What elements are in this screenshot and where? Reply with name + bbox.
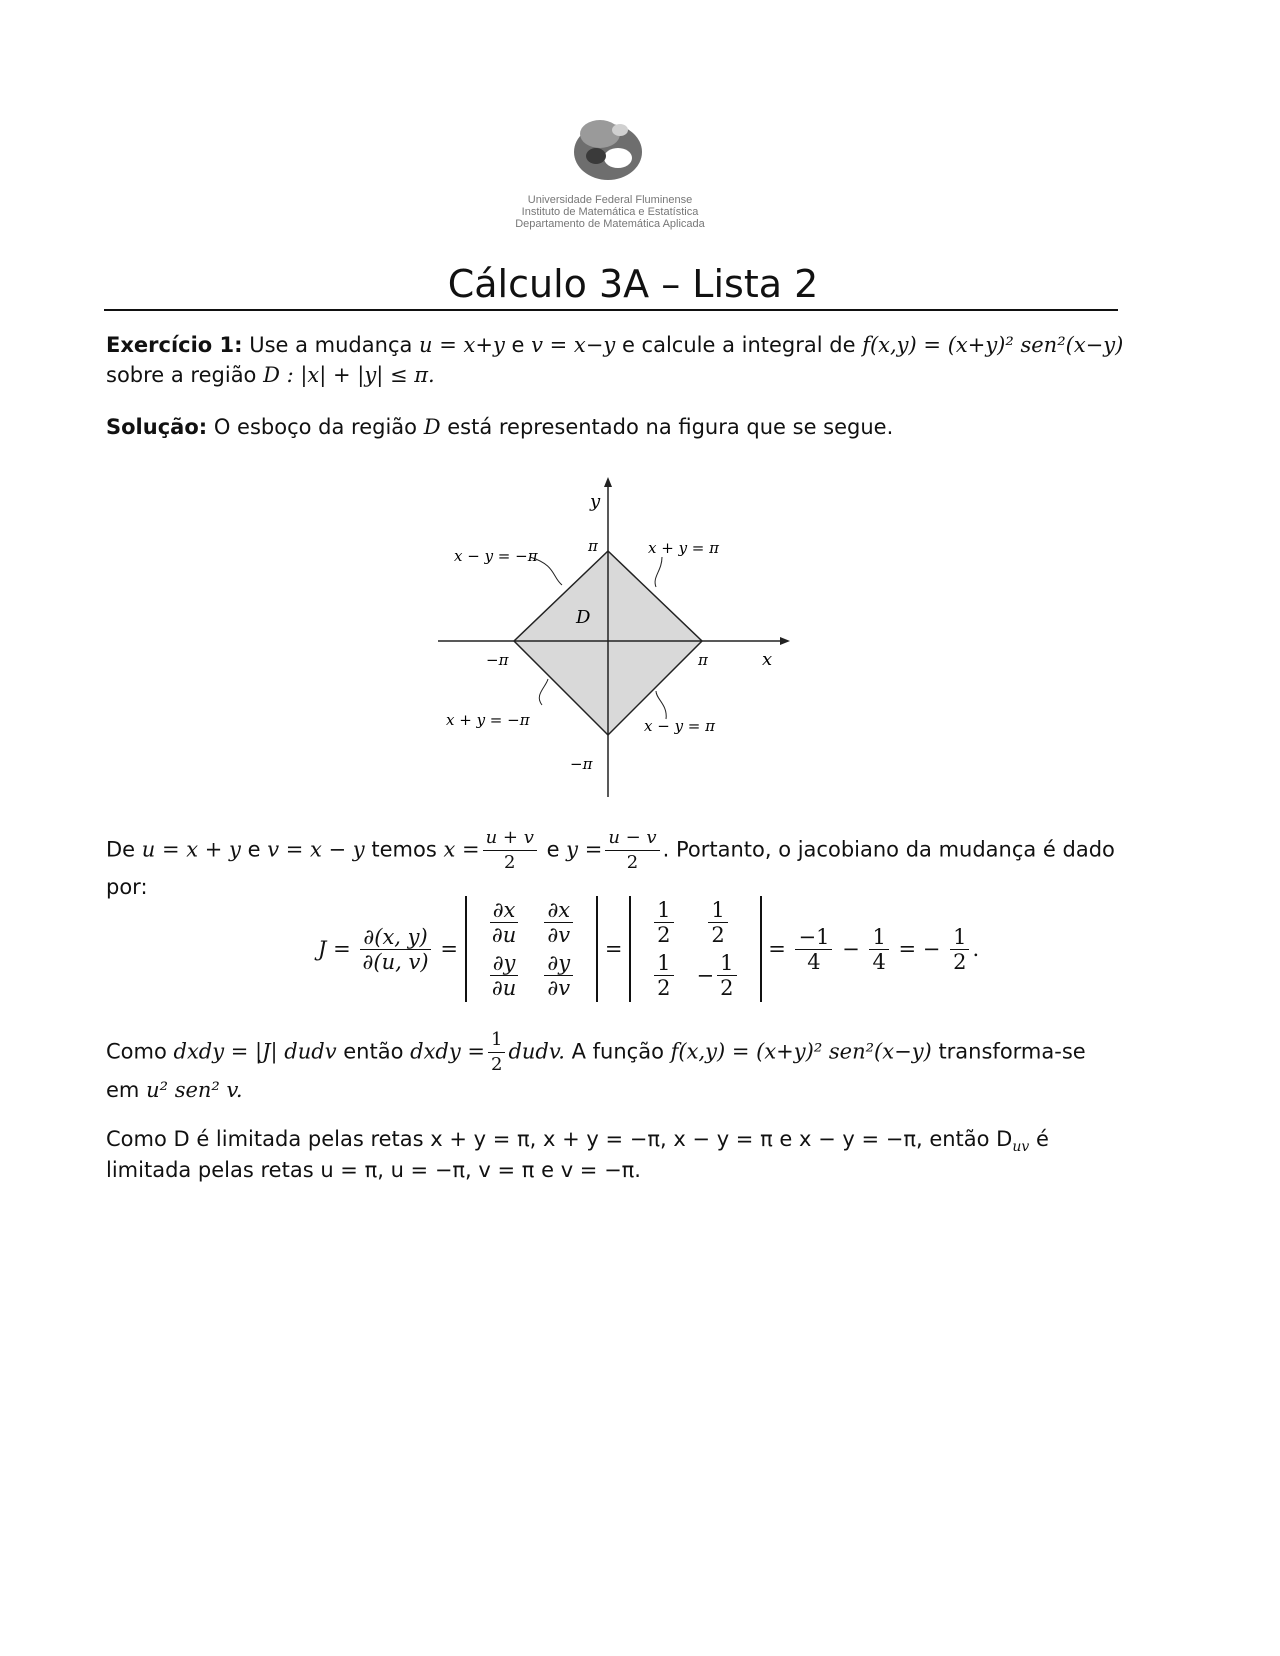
solution-label: Solução:	[106, 415, 208, 439]
paragraph-bounds-line2: limitada pelas retas u = π, u = −π, v = π e v = −π.	[106, 1158, 641, 1182]
jacobian-matrix-partials: $\frac{\partial x}{\partial u}$ $\frac{\partial x}{\partial v}$ $\frac{\partial y}{\partial u}$ $\frac{\partial y}{\partial v}$	[465, 896, 598, 1002]
x-fraction: $\frac{u + v}{2}$	[483, 826, 537, 875]
department-name: Departamento de Matemática Aplicada	[515, 218, 705, 230]
y-fraction: $\frac{u - v}{2}$	[605, 826, 659, 875]
exercise-statement	[106, 330, 1123, 360]
exercise-line2	[106, 360, 435, 390]
exercise-line2-text: sobre a região	[106, 363, 257, 387]
x-axis-arrow	[780, 637, 790, 645]
p1-temos: temos	[371, 837, 437, 862]
p2-dudv: dudv.	[508, 1039, 565, 1064]
jacobian-matrix-values: $\frac{1}{2}$ $\frac{1}{2}$ $\frac{1}{2}$ − $\frac{1}{2}$	[629, 896, 761, 1002]
university-name: Universidade Federal Fluminense	[527, 194, 693, 206]
p1-e2: e	[546, 837, 560, 862]
leader-tr	[655, 557, 662, 587]
p2-transforma: transforma-se	[938, 1039, 1086, 1064]
university-logo	[570, 112, 646, 184]
solution-intro	[106, 412, 893, 442]
line-label-tl: x − y = −π	[454, 547, 538, 565]
p2-dxdy2: dxdy =	[410, 1039, 486, 1064]
axis-y-label: y	[590, 491, 601, 512]
region-label: D	[576, 607, 591, 628]
jac-eq4: = −	[898, 937, 941, 961]
jac-eq2: =	[604, 937, 623, 961]
jacobian-symbol: J =	[318, 937, 351, 961]
p2-f-def: f(x,y) = (x+y)² sen²(x−y)	[670, 1039, 932, 1064]
paragraph-inverse-line2: por:	[106, 875, 148, 899]
line-label-br: x − y = π	[644, 717, 716, 735]
line-label-bl: x + y = −π	[446, 711, 530, 729]
p1-x-eq: x =	[443, 837, 480, 862]
v-definition: v = x−y	[531, 333, 616, 357]
jac-dot: .	[972, 937, 980, 961]
solution-text-b: está representado na figura que se segue.	[447, 415, 894, 439]
axis-x-label: x	[762, 649, 773, 670]
solution-d: D	[423, 415, 441, 439]
exercise-and: e	[511, 333, 525, 357]
p2-entao: então	[343, 1039, 404, 1064]
p1-rest: . Portanto, o jacobiano da mudança é dado	[662, 837, 1115, 862]
p1-y-eq: y =	[566, 837, 603, 862]
jacobian-equation: J = $\frac{\partial(x, y)}{\partial(u, v)}$ = $\frac{\partial x}{\partial u}$ $\frac{\partial x}{\partial v}$ $\frac{\partial y}{\partial u}$ $\frac{\partial y}{\partial v}$ = $\frac{1}{2}$ $\frac{1}{2}$ $\frac{1}{2}$ − $\frac{1}{2}$ = $\frac{-1}{4}$ − $\frac{1}{4}$ = − $\frac{1}{2}$ .	[318, 898, 980, 1000]
exercise-label: Exercício 1:	[106, 333, 243, 357]
paragraph-inverse	[106, 826, 1115, 875]
p2-como: Como	[106, 1039, 167, 1064]
institute-name: Instituto de Matemática e Estatística	[521, 206, 699, 218]
leader-br	[656, 691, 666, 719]
title-rule	[104, 309, 1118, 311]
p2-result: u² sen² v.	[146, 1078, 243, 1102]
line-label-tr: x + y = π	[648, 539, 720, 557]
p2-em: em	[106, 1078, 140, 1102]
paragraph-area-element	[106, 1028, 1086, 1077]
p1-e: e	[247, 837, 261, 862]
p1-u-eq: u = x + y	[141, 837, 241, 862]
page-title: Cálculo 3A – Lista 2	[447, 262, 819, 306]
jac-eq1: =	[440, 937, 458, 961]
p3-sub: uv	[1012, 1139, 1030, 1156]
solution-text-a: O esboço da região	[213, 415, 418, 439]
jacobian-partial: $\frac{\partial(x, y)}{\partial(u, v)}$	[360, 925, 430, 974]
region-definition: D : |x| + |y| ≤ π.	[263, 363, 435, 387]
exercise-text-a: Use a mudança	[249, 333, 413, 357]
y-axis-arrow	[604, 477, 612, 487]
jac-minus: −	[842, 937, 860, 961]
tick-left: −π	[486, 651, 509, 669]
p3-line1-end: é	[1035, 1127, 1049, 1151]
paragraph-area-element-line2	[106, 1075, 243, 1105]
exercise-text-b: e calcule a integral de	[621, 333, 856, 357]
jac-eq3: =	[768, 937, 786, 961]
tick-top: π	[588, 537, 598, 555]
region-figure	[430, 465, 810, 809]
tick-right: π	[698, 651, 708, 669]
tick-bottom: −π	[570, 755, 593, 773]
u-definition: u = x+y	[419, 333, 505, 357]
p1-de: De	[106, 837, 136, 862]
half-fraction: $\frac{1}{2}$	[488, 1028, 505, 1077]
leader-bl	[539, 679, 548, 705]
p2-afuncao: A função	[571, 1039, 664, 1064]
p1-v-eq: v = x − y	[267, 837, 365, 862]
p2-dxdy1: dxdy = |J| dudv	[173, 1039, 337, 1064]
f-definition: f(x,y) = (x+y)² sen²(x−y)	[862, 333, 1124, 357]
p3-line1: Como D é limitada pelas retas x + y = π, x + y = −π, x − y = π e x − y = −π, então D	[106, 1127, 1013, 1151]
